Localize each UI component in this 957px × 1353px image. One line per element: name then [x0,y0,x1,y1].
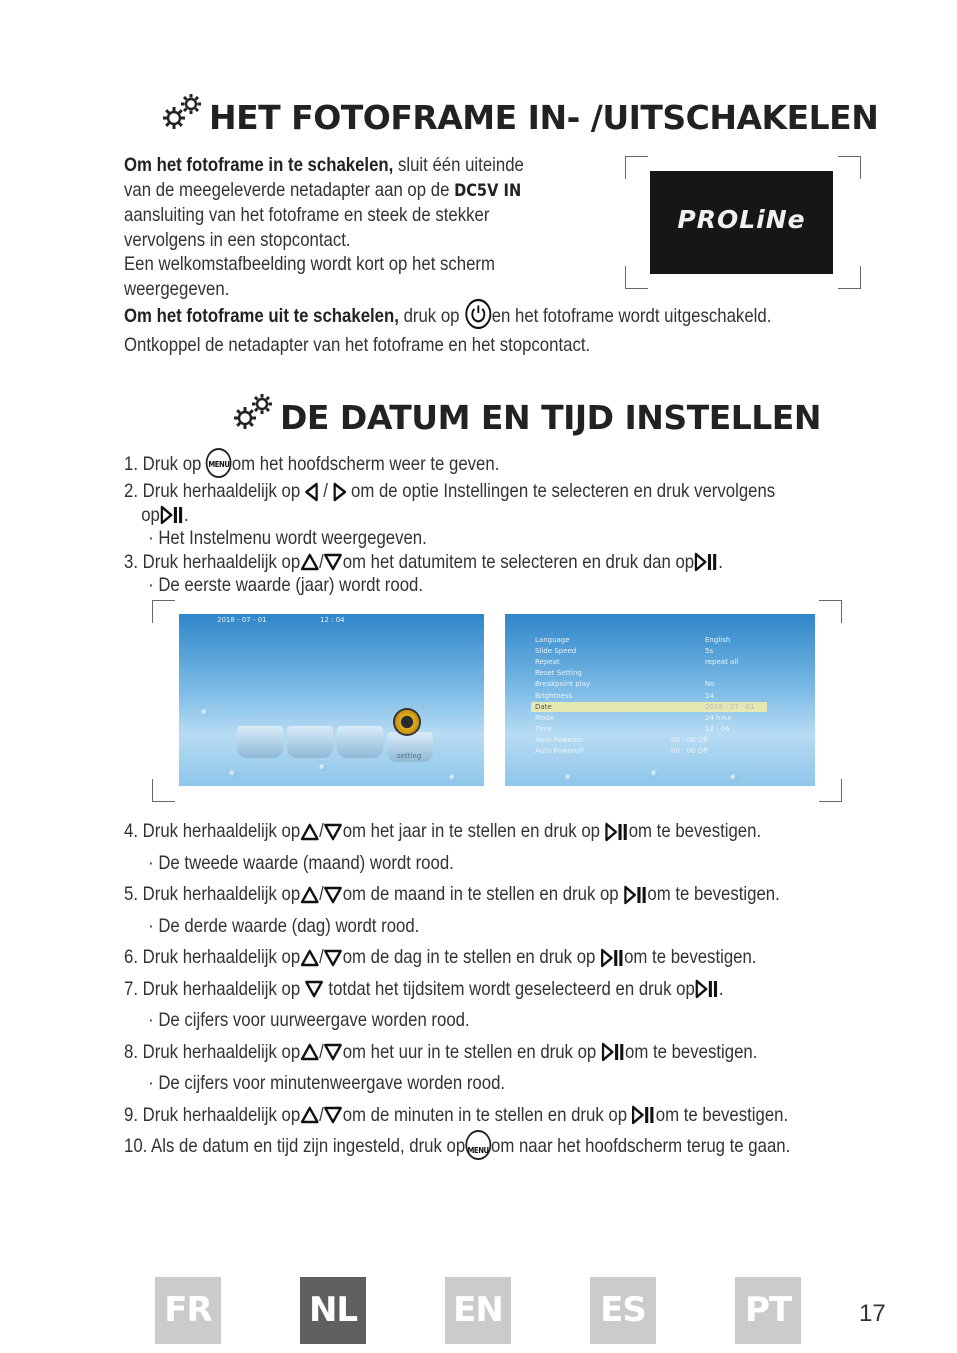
text: / [319,946,324,968]
power-on-bold: Om het fotoframe in te schakelen, [124,154,394,176]
music-tile [287,726,333,758]
note: · De derde waarde (dag) wordt rood. [148,914,420,937]
text: / [319,1103,324,1126]
home-time: 12 : 04 [320,616,345,624]
text: 8. Druk herhaaldelijk op [124,1040,301,1063]
text: sluit één uiteinde [393,154,524,176]
home-screen-screenshot [179,614,484,786]
settings-row-label: Date [535,702,552,711]
section-title-datetime: DE DATUM EN TIJD INSTELLEN [280,398,821,437]
bubble [449,774,456,781]
play-pause-icon [695,979,719,999]
text: weergegeven. [124,277,230,300]
play-pause-icon [694,552,718,572]
home-date: 2018 - 07 - 01 [217,616,267,624]
text: om het hoofdscherm weer te geven. [231,453,500,476]
settings-screen-screenshot [505,614,815,786]
gears-icon [160,92,204,132]
up-icon [300,949,319,967]
power-icon [464,298,492,330]
text: 9. Druk herhaaldelijk op [124,1103,301,1126]
text: druk op [398,304,465,327]
power-off-bold: Om het fotoframe uit te schakelen, [124,304,399,327]
frame-corner [819,600,842,623]
play-pause-icon [623,885,647,905]
lang-tab-fr[interactable]: FR [155,1277,221,1344]
text: Ontkoppel de netadapter van het fotoframe en het stopcontact. [124,333,591,356]
text: om de dag in te stellen en druk op [342,946,601,968]
down-icon [324,886,343,904]
text: Een welkomstafbeelding wordt kort op het scherm [124,253,495,276]
down-icon [305,980,324,998]
settings-row-value: 5s [705,647,714,656]
down-icon [324,1106,343,1124]
bubble [565,774,572,781]
text: om te bevestigen. [625,1040,758,1063]
settings-row-label: Auto Poweroff [535,747,584,755]
frame-corner [625,156,648,179]
frame-corner [819,779,842,802]
menu-label: MENU [467,1145,489,1155]
note: · De cijfers voor uurweergave worden rood. [148,1009,470,1031]
lang-tab-es[interactable]: ES [590,1277,656,1344]
settings-row-value: English [705,636,731,644]
text: 2. Druk herhaaldelijk op [124,480,305,502]
settings-row-label: Reset Setting [535,669,582,678]
settings-row-value: repeat all [705,658,739,667]
text: . [718,550,723,573]
settings-row-label: Mode [535,713,555,722]
text: om te bevestigen. [624,946,757,968]
text: 7. Druk herhaaldelijk op [124,977,305,1000]
proline-logo: PROLiNe [677,205,806,234]
text: en het fotoframe wordt uitgeschakeld. [491,304,772,327]
down-icon [324,553,343,571]
bubble [201,709,208,716]
lang-tab-en[interactable]: EN [445,1277,511,1344]
up-icon [300,823,319,841]
text: . [183,503,189,526]
text: om het uur in te stellen en druk op [342,1040,601,1063]
up-icon [300,1043,319,1061]
lang-tab-nl[interactable]: NL [300,1277,366,1344]
left-icon [305,482,319,502]
text: op [141,503,160,526]
settings-row-value: 00 : 00 Off [671,747,709,755]
bubble [319,764,326,771]
bubble [229,770,236,777]
text: om te bevestigen. [628,820,762,842]
note: · De tweede waarde (maand) wordt rood. [148,851,454,874]
text: 6. Druk herhaaldelijk op [124,946,301,968]
text: om de minuten in te stellen en druk op [342,1103,632,1126]
text: aansluiting van het fotoframe en steek de stekker [124,204,490,227]
gears-icon [231,392,275,432]
down-icon [324,823,343,841]
frame-corner [838,266,861,289]
text: om de optie Instellingen te selecteren en druk vervolgens [346,480,776,502]
play-pause-icon [632,1105,656,1125]
text: 5. Druk herhaaldelijk op [124,883,301,905]
settings-row-value: 00 : 00 Off [671,735,709,744]
text: / [319,1040,324,1063]
menu-label: MENU [208,460,230,469]
text: om te bevestigen. [655,1103,789,1126]
text: 3. Druk herhaaldelijk op [124,550,301,573]
settings-row-label: Breakpoint play [535,680,591,689]
settings-row-value: 2018 - 07 - 01 [705,702,755,711]
text: 10. Als de datum en tijd zijn ingesteld, druk op [124,1135,466,1157]
text: om het datumitem te selecteren en druk dan op [342,550,695,573]
text: / [319,550,324,573]
text: om naar het hoofdscherm terug te gaan. [491,1135,791,1157]
text: van de meegeleverde netadapter aan op de [124,178,455,201]
frame-corner [838,156,861,179]
text: om de maand in te stellen en druk op [342,883,624,905]
play-pause-icon [600,948,624,968]
bubble [651,770,658,777]
setting-label: setting [397,752,422,760]
settings-row-value: 24 hour [705,713,733,722]
settings-row-label: Slide Speed [535,647,577,656]
text: 4. Druk herhaaldelijk op [124,820,301,842]
text: om te bevestigen. [647,883,780,905]
play-pause-icon [160,505,184,525]
text: om het jaar in te stellen en druk op [342,820,605,842]
menu-icon [206,448,232,478]
text: / [318,480,333,502]
dc5v-in-label: DC5V IN [454,180,522,201]
text: totdat het tijdsitem wordt geselecteerd en druk op [323,977,695,1000]
text: / [319,820,324,842]
movie-tile [337,726,383,758]
frame-corner [152,600,175,623]
menu-icon [465,1130,491,1160]
gear-setting-icon [393,708,421,736]
text: vervolgens in een stopcontact. [124,228,351,251]
play-pause-icon [601,1042,625,1062]
photo-tile [237,726,283,758]
text: 1. Druk op [124,453,207,476]
settings-row-label: Language [535,636,570,644]
frame-corner [625,266,648,289]
proline-logo-screen [650,171,833,274]
down-icon [324,1043,343,1061]
lang-tab-pt[interactable]: PT [735,1277,801,1344]
right-icon [333,482,347,502]
up-icon [300,1106,319,1124]
page-number: 17 [859,1300,886,1327]
settings-row-label: Brightness [535,691,573,700]
settings-row-label: Repeat [535,658,560,667]
section-title-power: HET FOTOFRAME IN- /UITSCHAKELEN [209,98,879,137]
text: / [319,883,324,905]
up-icon [300,553,319,571]
note: · De cijfers voor minutenweergave worden rood. [148,1072,506,1094]
note: · Het Instelmenu wordt weergegeven. [148,527,427,549]
text: . [718,977,724,1000]
play-pause-icon [605,822,629,842]
settings-row-value: 14 [705,691,714,700]
bubble [730,774,737,781]
settings-row-value: 12 : 06 [705,724,730,733]
steps-1-3 [124,450,775,598]
down-icon [324,949,343,967]
settings-row-value: No [705,680,715,689]
settings-row-label: Time [535,724,553,733]
note: · De eerste waarde (jaar) wordt rood. [148,574,424,596]
settings-row-label: Auto Poweron [535,735,584,744]
frame-corner [152,779,175,802]
up-icon [300,886,319,904]
steps-4-10 [124,816,790,1163]
